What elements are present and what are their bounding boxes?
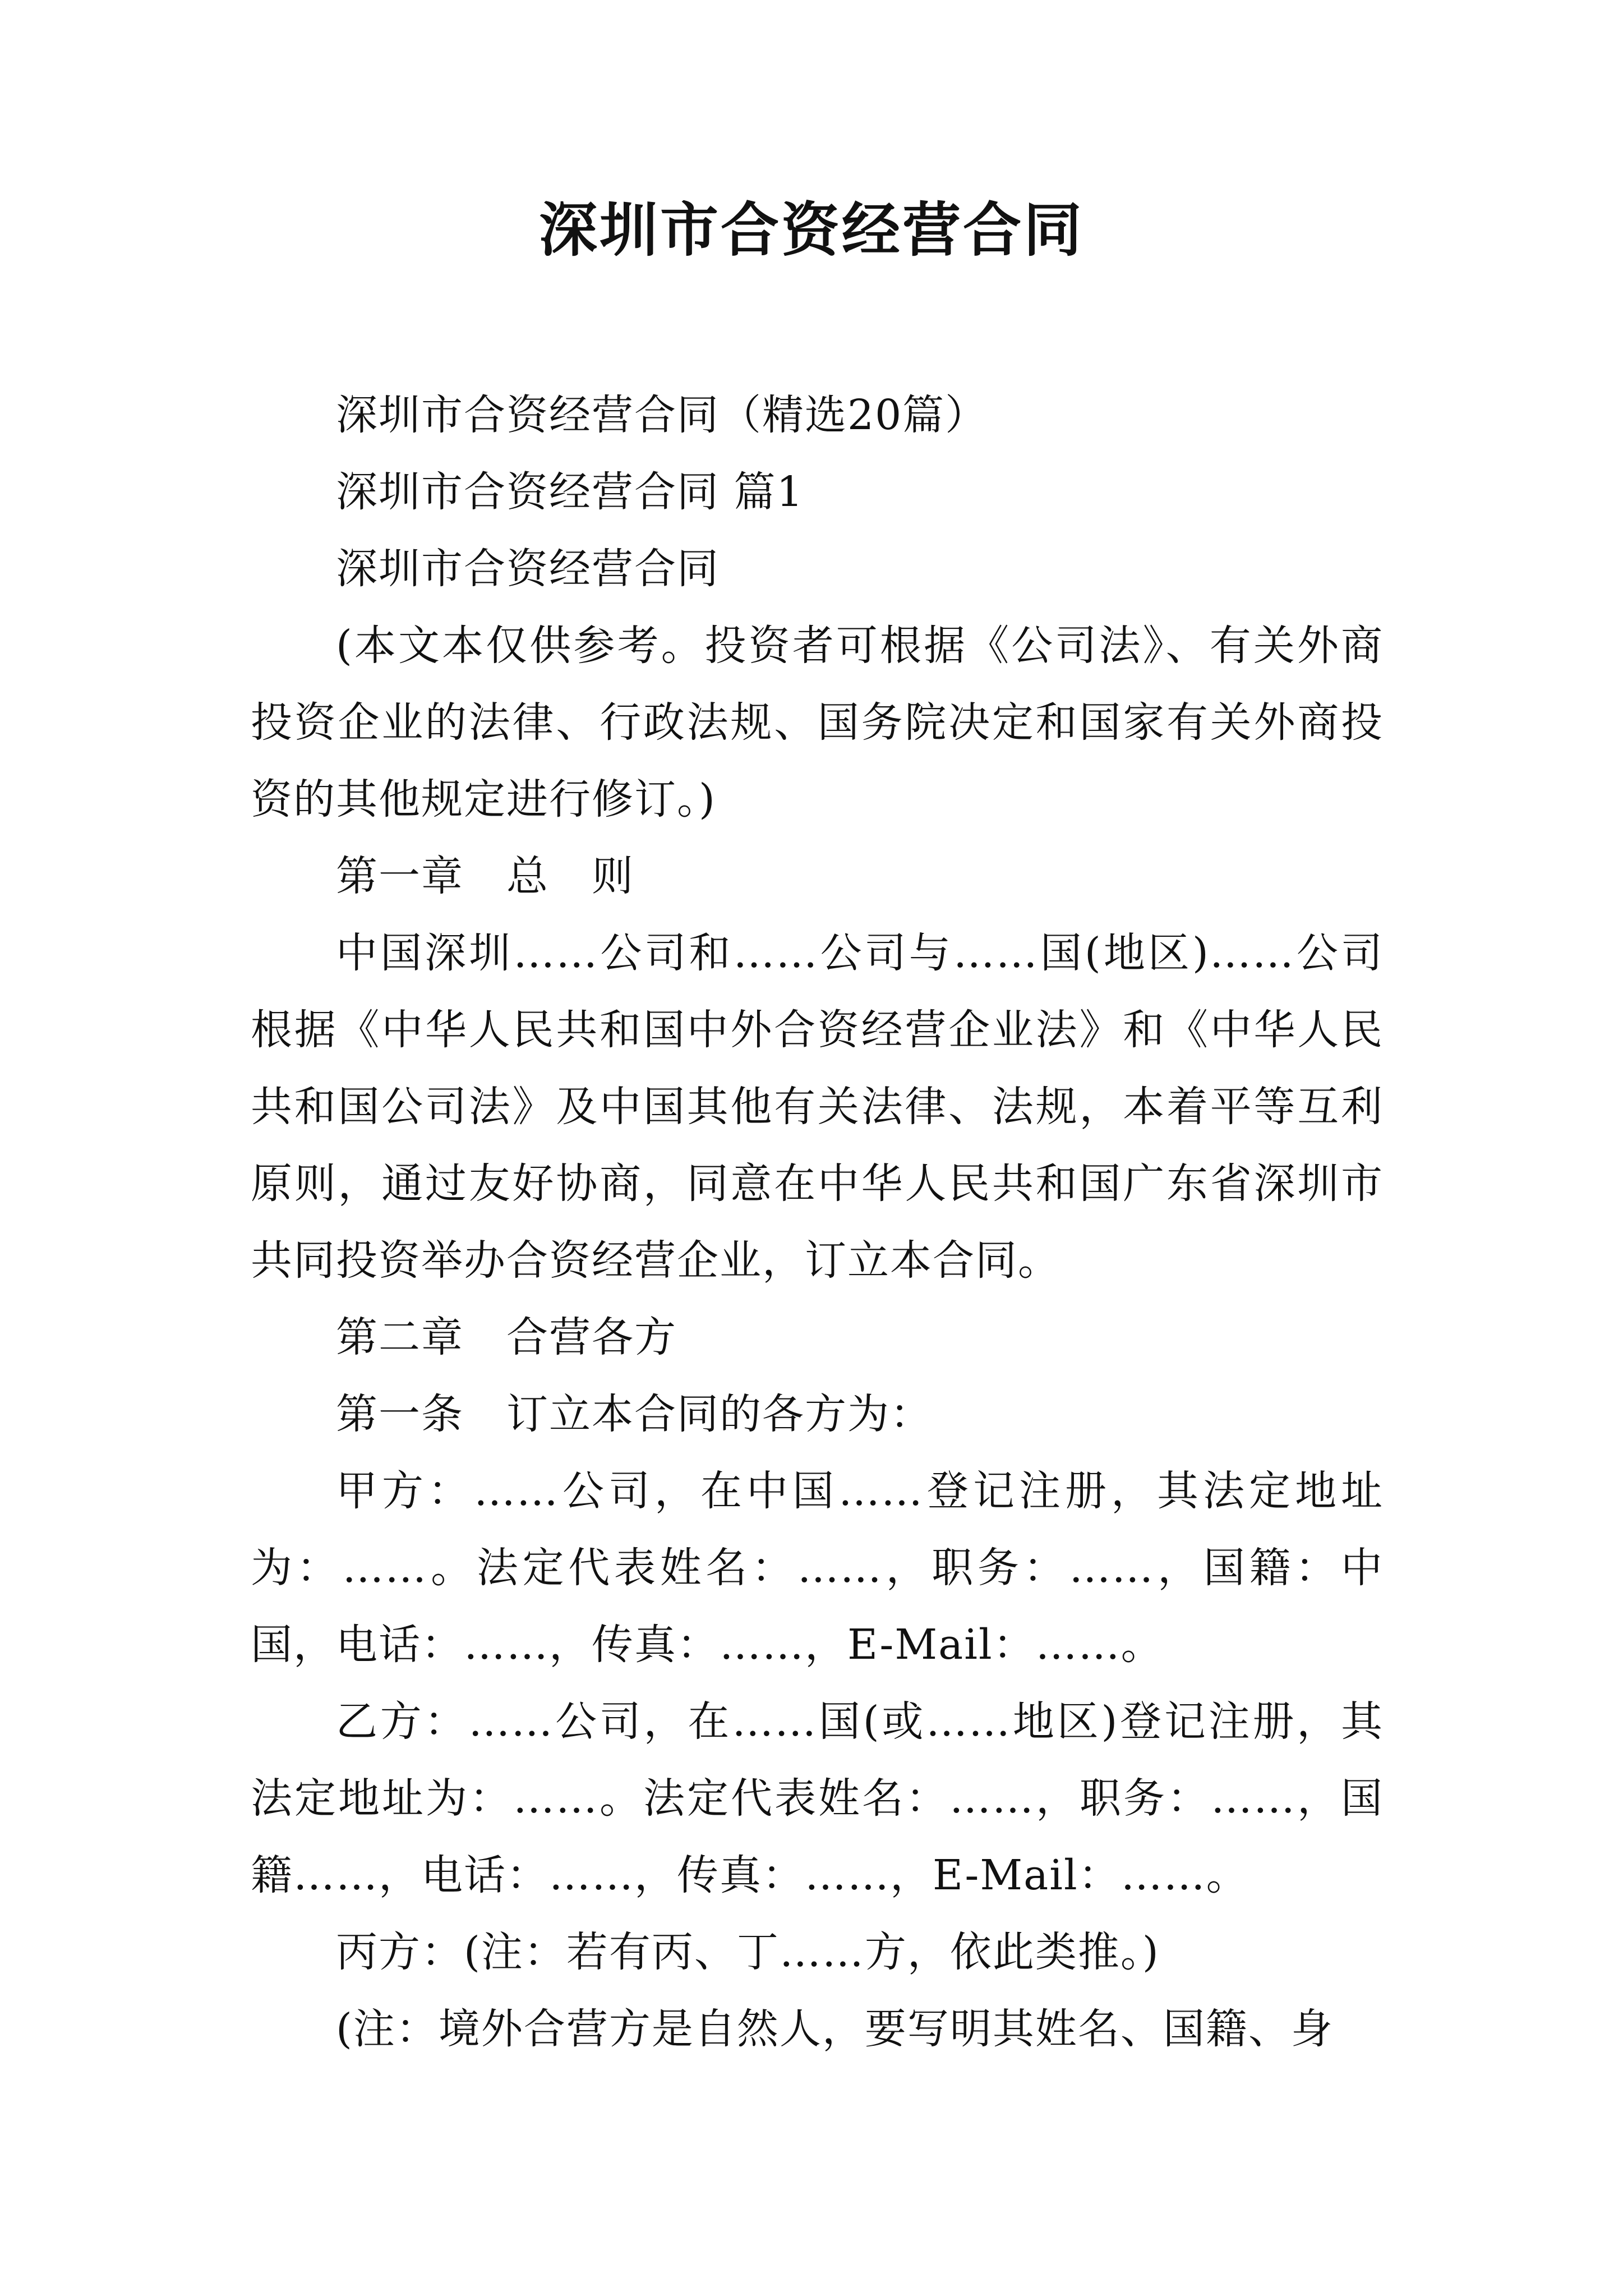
paragraph-chapter-label: 深圳市合资经营合同 篇1: [336, 468, 804, 516]
document-title: 深圳市合资经营合同: [538, 195, 1084, 264]
paragraph-article-one: 第一条 订立本合同的各方为：: [336, 1390, 933, 1438]
paragraph-reference-note: (本文本仅供参考。投资者可根据《公司法》、有关外商投资企业的法律、行政法规、国务院决定和国家有关外商投资的其他规定进行修订。): [251, 622, 1384, 823]
paragraph-party-c: 丙方：(注：若有丙、丁……方，依此类推。): [336, 1928, 1160, 1976]
paragraph-chapter-one-heading: 第一章 总 则: [336, 852, 634, 900]
paragraph-preamble: 中国深圳……公司和……公司与……国(地区)……公司根据《中华人民共和国中外合资经营企业法》和《中华人民共和国公司法》及中国其他有关法律、法规，本着平等互利原则，通过友好协商，同意在中华人民共和国广东省深圳市共同投资举办合资经营企业，订立本合同。: [251, 929, 1384, 1285]
paragraph-chapter-two-heading: 第二章 合营各方: [336, 1313, 677, 1361]
paragraph-party-b: 乙方：……公司，在……国(或……地区)登记注册，其法定地址为：……。法定代表姓名：……，职务：……，国籍……，电话：……，传真：……，E-Mail：……。: [251, 1697, 1384, 1899]
paragraph-contract-name: 深圳市合资经营合同: [336, 545, 720, 593]
paragraph-party-a: 甲方：……公司，在中国……登记注册，其法定地址为：……。法定代表姓名：……，职务：……，国籍：中国，电话：……，传真：……，E-Mail：……。: [251, 1467, 1384, 1669]
paragraph-contract-heading: 深圳市合资经营合同（精选20篇）: [336, 391, 988, 439]
document-body: [251, 377, 1384, 2068]
paragraph-foreign-party-note: (注：境外合营方是自然人，要写明其姓名、国籍、身: [336, 2005, 1334, 2053]
